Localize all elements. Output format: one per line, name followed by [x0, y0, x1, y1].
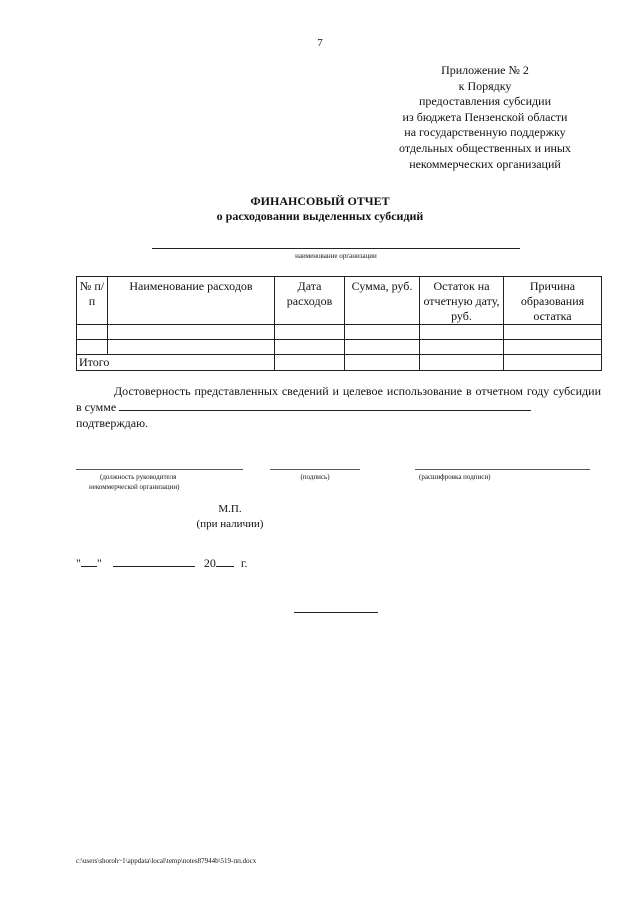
decoding-signature-line[interactable]	[415, 469, 590, 470]
column-header-number: № п/п	[77, 277, 108, 325]
appendix-line: Приложение № 2	[441, 63, 529, 77]
table-cell[interactable]	[345, 355, 420, 371]
date-line: " " 20 г.	[76, 556, 248, 570]
table-cell[interactable]	[420, 325, 504, 340]
table-cell[interactable]	[345, 340, 420, 355]
table-cell[interactable]	[420, 355, 504, 371]
table-cell[interactable]	[108, 340, 275, 355]
table-row	[77, 325, 602, 340]
end-separator-line	[294, 612, 378, 613]
column-header-date: Дата расходов	[275, 277, 345, 325]
column-header-balance: Остаток на отчетную дату, руб.	[420, 277, 504, 325]
stamp-note: (при наличии)	[196, 518, 264, 530]
appendix-line: отдельных общественных и иных	[398, 140, 571, 155]
column-header-expense-name: Наименование расходов	[108, 277, 275, 325]
document-title: ФИНАНСОВЫЙ ОТЧЕТ	[250, 194, 390, 208]
appendix-line: из бюджета Пензенской области	[402, 109, 568, 124]
table-cell[interactable]	[420, 340, 504, 355]
confirmation-text: Достоверность представленных сведений и целевое использование в отчетном году субсидии в сумме	[76, 384, 601, 414]
confirmation-paragraph	[76, 383, 601, 431]
appendix-line: предоставления субсидии	[418, 94, 552, 109]
position-signature-line[interactable]	[76, 469, 243, 470]
table-row	[77, 340, 602, 355]
table-cell[interactable]	[275, 340, 345, 355]
appendix-line: на государственную поддержку	[404, 125, 566, 140]
document-subtitle: о расходовании выделенных субсидий	[216, 209, 424, 223]
appendix-block	[380, 63, 590, 172]
subsidy-sum-field[interactable]	[119, 399, 531, 411]
decoding-caption: (расшифровка подписи)	[419, 473, 491, 481]
year-field[interactable]	[216, 555, 234, 567]
stamp-place	[170, 502, 290, 532]
total-label: Итого	[77, 355, 275, 371]
table-cell[interactable]	[345, 325, 420, 340]
table-cell[interactable]	[504, 355, 602, 371]
appendix-line: некоммерческих организаций	[409, 156, 561, 171]
month-field[interactable]	[113, 555, 195, 567]
table-cell[interactable]	[504, 340, 602, 355]
report-table	[76, 276, 602, 371]
table-cell[interactable]	[108, 325, 275, 340]
position-caption: (должность руководителя некоммерческой организации)	[89, 473, 180, 491]
table-cell[interactable]	[77, 340, 108, 355]
table-cell[interactable]	[504, 325, 602, 340]
table-cell[interactable]	[77, 325, 108, 340]
signature-caption: (подпись)	[300, 473, 330, 481]
table-total-row	[77, 355, 602, 371]
confirmation-text-end: подтверждаю.	[76, 416, 149, 430]
column-header-sum: Сумма, руб.	[345, 277, 420, 325]
table-cell[interactable]	[275, 325, 345, 340]
table-cell[interactable]	[275, 355, 345, 371]
column-header-reason: Причина образования остатка	[504, 277, 602, 325]
organization-name-caption: наименование организации	[295, 252, 377, 260]
appendix-line: к Порядку	[458, 78, 512, 93]
day-field[interactable]	[81, 555, 97, 567]
organization-name-line	[152, 248, 520, 249]
table-header-row	[77, 277, 602, 325]
signature-line[interactable]	[270, 469, 360, 470]
stamp-label: М.П.	[218, 503, 242, 515]
page-number: 7	[317, 37, 323, 49]
file-path-footer: c:\users\shoroh~1\appdata\local\temp\notes87944b\519-пп.docx	[76, 857, 257, 865]
